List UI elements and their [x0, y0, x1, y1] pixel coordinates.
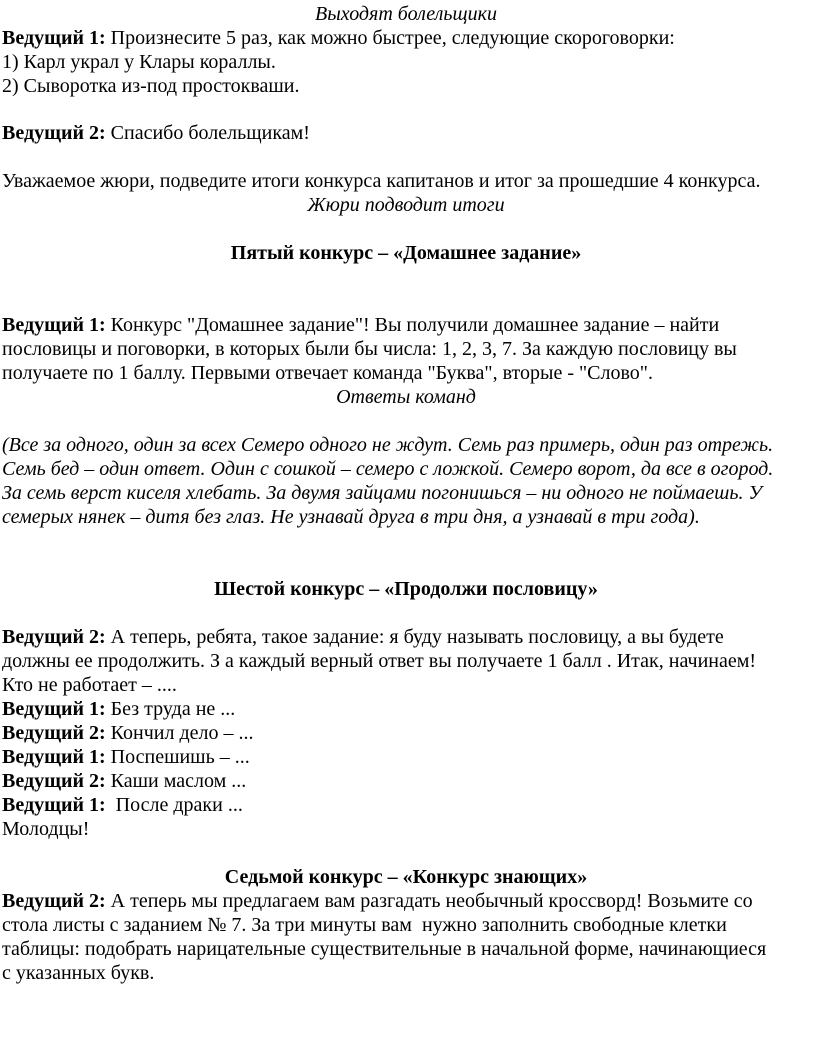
line-text: Поспешишь – ...: [105, 746, 250, 768]
line-text: Конкурс "Домашнее задание"! Вы получили домашнее задание – найти: [105, 314, 720, 336]
host2-thanks-line: [2, 122, 310, 146]
host1-tongue-twister-line: [2, 27, 675, 51]
contest6-line-3: Кто не работает – ....: [2, 674, 177, 696]
contest7-line-3: таблицы: подобрать нарицательные существительные в начальной форме, начинающиеся: [2, 938, 767, 960]
line-text: А теперь, ребята, такое задание: я буду называть пословицу, а вы будете: [105, 626, 724, 648]
speaker-label: Ведущий 2:: [2, 626, 106, 648]
stage-direction-jury: Жюри подводит итоги: [307, 194, 505, 216]
speaker-label: Ведущий 1:: [2, 794, 106, 816]
line-text: Спасибо болельщикам!: [105, 122, 310, 144]
answers-line-2: Семь бед – один ответ. Один с сошкой – семеро с ложкой. Семеро ворот, да все в огород.: [2, 458, 774, 480]
contest6-line-2: должны ее продолжить. З а каждый верный ответ вы получаете 1 балл . Итак, начинаем!: [2, 650, 757, 672]
contest7-line-4: с указанных букв.: [2, 962, 155, 984]
line-text: После драки ...: [105, 794, 243, 816]
answers-line-1: (Все за одного, один за всех Семеро одного не ждут. Семь раз примерь, один раз отрежь.: [2, 434, 774, 456]
speaker-label: Ведущий 2:: [2, 722, 106, 744]
speaker-label: Ведущий 1:: [2, 314, 106, 336]
contest5-line-2: пословицы и поговорки, в которых были бы числа: 1, 2, 3, 7. За каждую пословицу вы: [2, 338, 737, 360]
speaker-label: Ведущий 2:: [2, 890, 106, 912]
proverb-line: [2, 794, 243, 818]
contest6-line-1: [2, 626, 724, 650]
speaker-label: Ведущий 2:: [2, 122, 106, 144]
jury-request: Уважаемое жюри, подведите итоги конкурса капитанов и итог за прошедшие 4 конкурса.: [2, 170, 761, 192]
speaker-label: Ведущий 1:: [2, 698, 106, 720]
contest7-line-2: стола листы с заданием № 7. За три минуты вам нужно заполнить свободные клетки: [2, 914, 727, 936]
proverb-line: [2, 770, 246, 794]
tongue-twister-1: 1) Карл украл у Клары кораллы.: [2, 51, 276, 73]
stage-direction-answers: Ответы команд: [336, 386, 476, 408]
contest7-title: Седьмой конкурс – «Конкурс знающих»: [224, 866, 588, 888]
stage-direction-fans: Выходят болельщики: [315, 3, 497, 25]
speaker-label: Ведущий 1:: [2, 27, 106, 49]
contest5-line-1: [2, 314, 719, 338]
speaker-label: Ведущий 1:: [2, 746, 106, 768]
proverb-line: [2, 722, 254, 746]
answers-line-3: За семь верст киселя хлебать. За двумя зайцами погонишься – ни одного не поймаешь. У: [2, 482, 762, 504]
contest5-title: Пятый конкурс – «Домашнее задание»: [230, 242, 582, 264]
line-text: А теперь мы предлагаем вам разгадать необычный кроссворд! Возьмите со: [105, 890, 753, 912]
tongue-twister-2: 2) Сыворотка из-под простокваши.: [2, 75, 300, 97]
closing-praise: Молодцы!: [2, 818, 90, 840]
contest7-line-1: [2, 890, 753, 914]
contest5-line-3: получаете по 1 баллу. Первыми отвечает команда "Буква", вторые - "Слово".: [2, 362, 653, 384]
answers-line-4: семерых нянек – дитя без глаз. Не узнавай друга в три дня, а узнавай в три года).: [2, 506, 700, 528]
contest6-title: Шестой конкурс – «Продолжи пословицу»: [214, 578, 598, 600]
proverb-line: [2, 698, 235, 722]
line-text: Произнесите 5 раз, как можно быстрее, следующие скороговорки:: [105, 27, 675, 49]
speaker-label: Ведущий 2:: [2, 770, 106, 792]
line-text: Кончил дело – ...: [105, 722, 254, 744]
line-text: Без труда не ...: [105, 698, 236, 720]
proverb-line: [2, 746, 250, 770]
line-text: Каши маслом ...: [105, 770, 247, 792]
